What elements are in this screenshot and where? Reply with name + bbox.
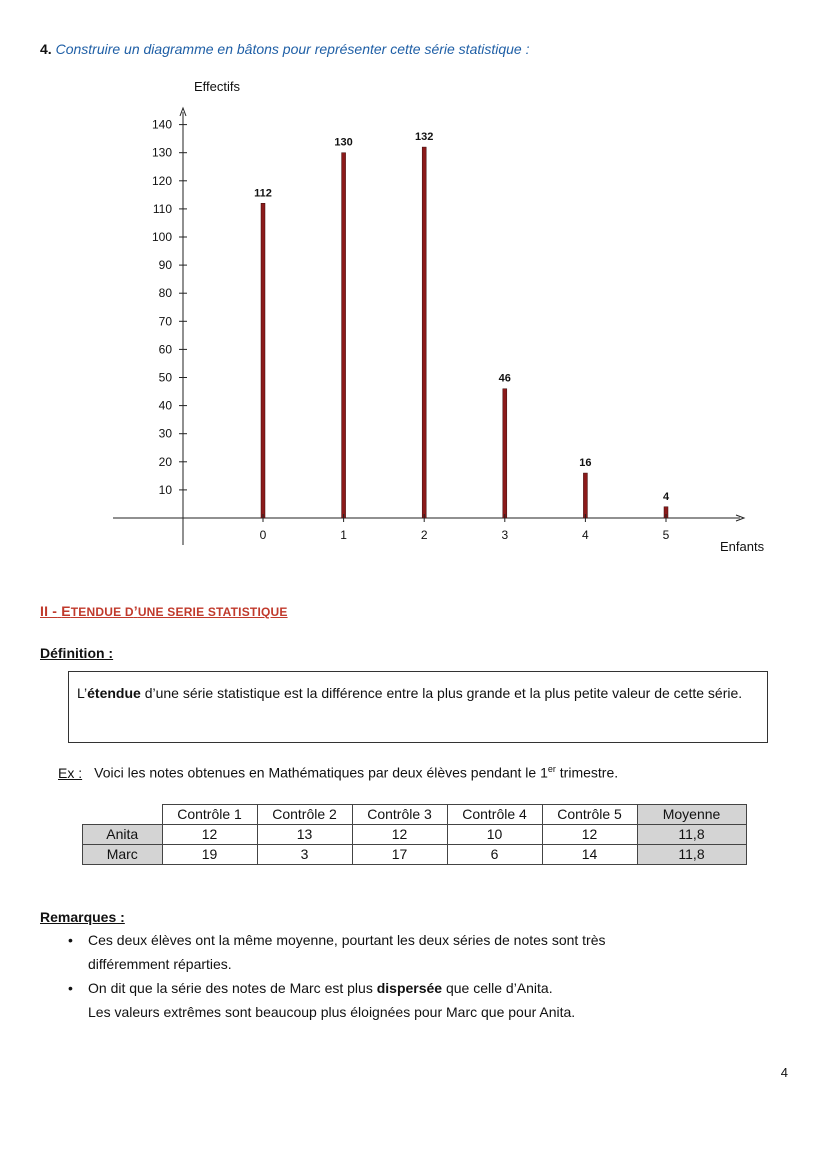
definition-before: L’: [77, 685, 88, 701]
table-row: [83, 845, 747, 865]
table-cell: 6: [447, 845, 542, 865]
remark-2-line-1: [88, 976, 575, 1000]
section-initial: E: [61, 603, 71, 619]
table-header: Contrôle 3: [352, 805, 447, 825]
y-tick-label: 20: [158, 454, 172, 469]
data-label: 16: [579, 457, 592, 470]
example-text-end: trimestre.: [555, 764, 619, 781]
example: [58, 764, 618, 781]
data-label: 4: [662, 490, 670, 503]
question-number: 4.: [40, 41, 52, 57]
bars: [254, 131, 670, 542]
data-label: 132: [415, 131, 434, 144]
y-tick-label: 50: [158, 370, 172, 385]
bullet-icon: •: [68, 932, 73, 948]
y-tick-label: 110: [152, 201, 172, 216]
table-cell-mean: 11,8: [637, 825, 746, 845]
section-title-part-2: UNE SERIE STATISTIQUE: [137, 605, 288, 619]
bar: [261, 203, 265, 518]
x-tick-label: 2: [420, 528, 428, 542]
y-tick-label: 120: [151, 173, 172, 188]
data-label: 112: [254, 187, 272, 200]
page-number: 4: [780, 1065, 788, 1080]
grades-table: [82, 804, 747, 865]
remark-1: [68, 928, 606, 976]
x-tick-label: 3: [501, 528, 509, 542]
section-number: II -: [40, 603, 58, 619]
table-header: Contrôle 5: [542, 805, 637, 825]
y-tick-label: 100: [151, 230, 172, 244]
x-axis-label: Enfants: [720, 539, 765, 554]
x-tick-label: 4: [582, 528, 589, 542]
table-header: Contrôle 4: [447, 805, 542, 825]
x-tick-label: 0: [259, 528, 267, 542]
table-row: [83, 825, 747, 845]
remarks-title: Remarques :: [40, 909, 125, 925]
section-title: [40, 603, 288, 619]
bullet-icon: •: [68, 980, 73, 996]
remark-2-line-2: Les valeurs extrêmes sont beaucoup plus éloignées pour Marc que pour Anita.: [88, 1004, 576, 1020]
remark-2-bold: dispersée: [376, 980, 443, 996]
y-ticks: [152, 118, 187, 497]
table-cell: 3: [257, 845, 352, 865]
bar: [422, 147, 426, 518]
example-sup: er: [547, 764, 556, 774]
example-label: Ex :: [58, 764, 83, 781]
table-cell: 13: [257, 825, 352, 845]
bar: [583, 473, 587, 518]
y-tick-label: 90: [158, 258, 172, 273]
table-cell: 12: [542, 825, 637, 845]
y-tick-label: 130: [151, 145, 172, 160]
remark-1-line-1: Ces deux élèves ont la même moyenne, pourtant les deux séries de notes sont très: [88, 932, 606, 948]
remark-2-text-end: que celle d’Anita.: [442, 980, 553, 996]
row-name: Anita: [83, 825, 163, 845]
table-cell: 12: [352, 825, 447, 845]
data-label: 130: [334, 136, 353, 149]
table-header: Contrôle 2: [257, 805, 352, 825]
y-tick-label: 30: [158, 426, 172, 441]
y-tick-label: 80: [158, 286, 172, 301]
y-tick-label: 60: [158, 342, 172, 357]
section-title-part-1: TENDUE D: [70, 605, 134, 619]
remark-2: [68, 976, 576, 1024]
table-header: Contrôle 1: [162, 805, 257, 825]
table-cell: 10: [447, 825, 542, 845]
example-text: Voici les notes obtenues en Mathématiques par deux élèves pendant le 1: [94, 764, 548, 781]
row-name: Marc: [83, 845, 163, 865]
remark-1-line-2: différemment réparties.: [88, 956, 232, 972]
table-cell: 12: [162, 825, 257, 845]
question-text: Construire un diagramme en bâtons pour représenter cette série statistique :: [55, 41, 530, 57]
table-cell: 14: [542, 845, 637, 865]
bar: [342, 153, 346, 518]
table-corner: [83, 805, 163, 825]
y-tick-label: 140: [151, 117, 172, 132]
definition-box: [68, 671, 768, 743]
y-axis-label: Effectifs: [194, 79, 241, 94]
remark-2-text: On dit que la série des notes de Marc est plus: [88, 980, 377, 996]
definition-term: étendue: [87, 685, 141, 701]
bar: [503, 389, 507, 518]
y-tick-label: 70: [158, 314, 172, 329]
definition-after: d’une série statistique est la différence entre la plus grande et la plus petite valeur de cette série.: [140, 685, 743, 701]
table-cell-mean: 11,8: [637, 845, 746, 865]
table-header: Moyenne: [637, 805, 746, 825]
x-tick-label: 1: [340, 528, 347, 542]
x-tick-label: 5: [662, 528, 670, 542]
table-cell: 17: [352, 845, 447, 865]
section-apostrophe: ’: [133, 603, 138, 619]
y-tick-label: 40: [158, 398, 172, 413]
chart-axes: [113, 108, 744, 545]
bar-chart: [0, 0, 828, 580]
y-tick-label: 10: [158, 482, 172, 497]
data-label: 46: [498, 372, 511, 385]
table-header-row: [83, 805, 747, 825]
definition-title: Définition :: [40, 645, 114, 661]
table-cell: 19: [162, 845, 257, 865]
